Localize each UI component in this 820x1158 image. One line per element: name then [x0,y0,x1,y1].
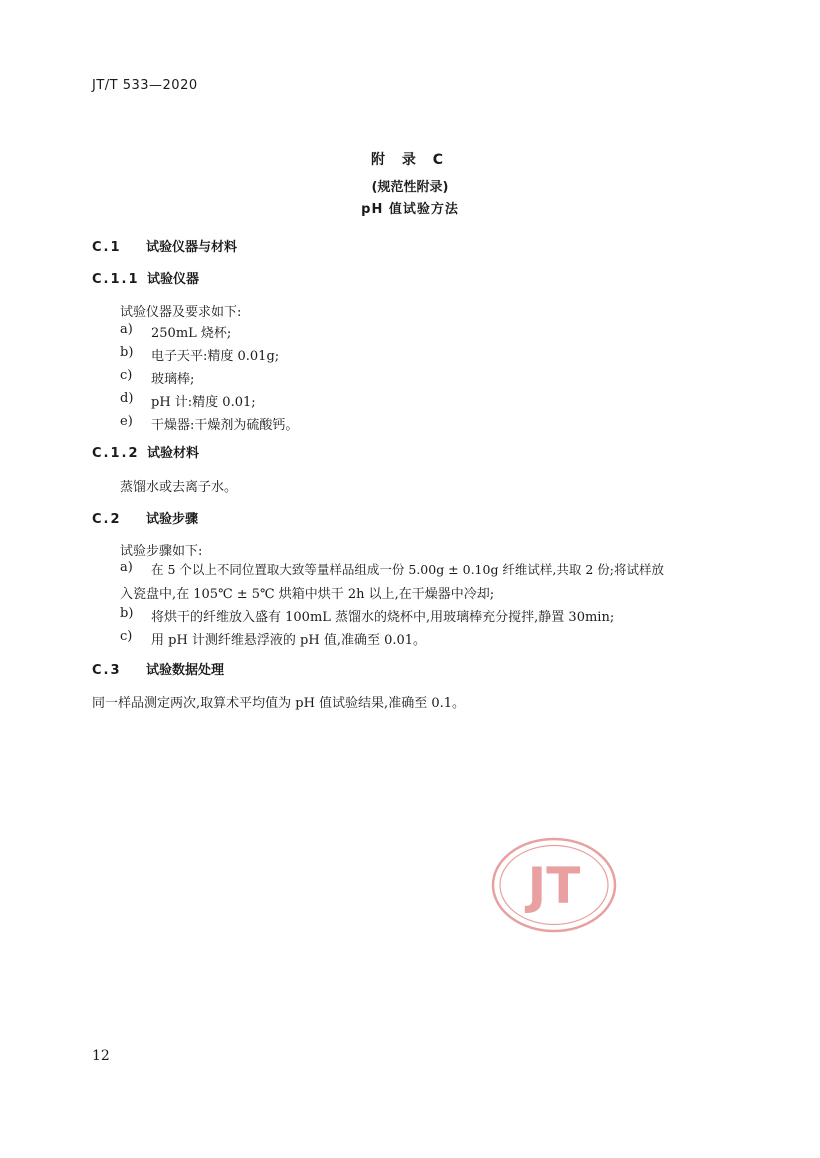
appendix-type: (规范性附录) [371,180,449,195]
section-title: 试验仪器 [147,272,200,287]
list-label: c) [120,629,133,644]
list-item: 将烘干的纤维放入盛有 100mL 蒸馏水的烧杯中,用玻璃棒充分搅拌,静置 30min; [151,610,615,625]
c1-1-intro: 试验仪器及要求如下: [120,305,242,320]
section-title: 试验材料 [147,446,200,461]
list-label: a) [120,322,133,337]
list-item: 250mL 烧杯; [151,326,232,341]
list-item: 玻璃棒; [151,372,195,387]
list-label: b) [120,606,134,621]
section-c1-1-heading [92,268,199,287]
list-label: c) [120,368,133,383]
appendix-name: pH 值试验方法 [361,202,459,217]
section-c1-heading [92,236,237,255]
appendix-title: 附 录 C [370,152,450,168]
c1-1-list [0,322,820,432]
section-number: C.3 [92,663,122,678]
section-c1-2-heading [92,442,199,461]
c2-list [0,560,820,650]
list-label: e) [120,414,133,429]
section-number: C.1.1 [92,272,140,287]
section-number: C.1.2 [92,446,140,461]
jt-watermark-logo [490,836,618,934]
page-number: 12 [92,1048,110,1064]
list-item-continuation: 入瓷盘中,在 105℃ ± 5℃ 烘箱中烘干 2h 以上,在干燥器中冷却; [120,587,495,602]
list-label: b) [120,345,134,360]
list-label: d) [120,391,134,406]
list-item: 在 5 个以上不同位置取大致等量样品组成一份 5.00g ± 0.10g 纤维试样,共取 2 份;将试样放 [151,562,665,577]
section-number: C.1 [92,240,122,255]
list-label: a) [120,560,133,575]
section-title: 试验步骤 [146,512,199,527]
section-c2-heading [92,508,198,527]
c2-intro: 试验步骤如下: [120,544,203,559]
section-c3-heading [92,659,224,678]
stamp-text: JT [527,857,581,915]
section-title: 试验仪器与材料 [146,240,238,255]
section-title: 试验数据处理 [146,663,225,678]
list-item: 干燥器:干燥剂为硫酸钙。 [151,418,299,433]
c3-body: 同一样品测定两次,取算术平均值为 pH 值试验结果,准确至 0.1。 [92,696,465,711]
standard-code: JT/T 533—2020 [92,78,198,93]
list-item: 用 pH 计测纤维悬浮液的 pH 值,准确至 0.01。 [151,633,427,648]
list-item: pH 计:精度 0.01; [151,395,256,410]
section-number: C.2 [92,512,122,527]
list-item: 电子天平:精度 0.01g; [151,349,280,364]
c1-2-body: 蒸馏水或去离子水。 [120,480,238,495]
